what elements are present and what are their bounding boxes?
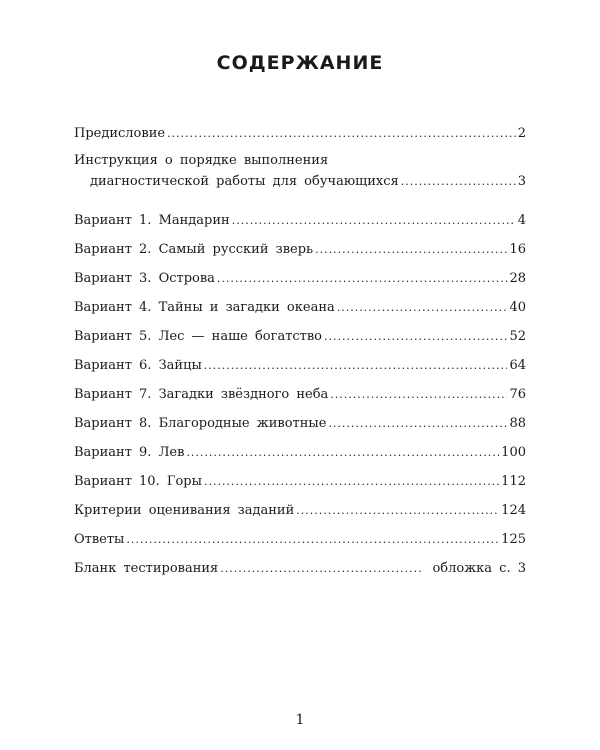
page-number: 1 [295, 712, 305, 728]
toc-entry-variant-4 [74, 293, 526, 322]
toc-entry-page: 40 [509, 300, 526, 315]
toc-entry-page: 2 [517, 126, 526, 141]
toc-entry-preface [74, 119, 526, 148]
toc-entry-page: 64 [509, 358, 526, 373]
toc-entry-title: Вариант 9. Лев [74, 445, 185, 460]
toc-entry-page: обложка с. 3 [432, 561, 526, 576]
toc-entry-variant-10 [74, 467, 526, 496]
toc-entry-page: 4 [517, 213, 526, 228]
dot-leader [204, 467, 499, 496]
toc-entry-page: 125 [501, 532, 526, 547]
toc-entry-title: Вариант 5. Лес — наше богатство [74, 329, 323, 344]
toc-entry-title: Предисловие [74, 126, 166, 141]
toc-entry-variant-6 [74, 351, 526, 380]
toc-entry-answer-sheet [74, 554, 526, 583]
toc-entry-title: Вариант 6. Зайцы [74, 358, 202, 373]
toc-entry-title: Вариант 1. Мандарин [74, 213, 230, 228]
toc-entry-instructions [74, 148, 526, 206]
toc-entry-variant-8 [74, 409, 526, 438]
dot-leader [328, 409, 507, 438]
page-title: СОДЕРЖАНИЕ [216, 52, 384, 74]
toc-entry-title: Вариант 3. Острова [74, 271, 215, 286]
dot-leader [217, 264, 508, 293]
dot-leader [204, 351, 508, 380]
toc-entry-page: 76 [509, 387, 526, 402]
toc-entry-title: Критерии оценивания заданий [74, 503, 295, 518]
toc-entry-title: Вариант 8. Благородные животные [74, 416, 327, 431]
toc-entry-variant-2 [74, 235, 526, 264]
toc-entry-page: 88 [509, 416, 526, 431]
toc-entry-page: 112 [501, 474, 526, 489]
dot-leader [324, 322, 507, 351]
dot-leader [330, 380, 507, 409]
toc-entry-criteria [74, 496, 526, 525]
toc-entry-title: Ответы [74, 532, 125, 547]
toc-entry-title: Вариант 2. Самый русский зверь [74, 242, 314, 257]
toc-entry-page: 3 [517, 174, 526, 189]
toc-entry-title: Вариант 4. Тайны и загадки океана [74, 300, 335, 315]
dot-leader [401, 171, 516, 193]
dot-leader [220, 554, 422, 583]
dot-leader [315, 235, 507, 264]
toc-entry-page: 124 [501, 503, 526, 518]
toc-entry-page: 100 [501, 445, 526, 460]
toc-entry-title: Вариант 7. Загадки звёздного неба [74, 387, 329, 402]
toc-entry-title: Вариант 10. Горы [74, 474, 202, 489]
toc-entry-variant-3 [74, 264, 526, 293]
dot-leader [296, 496, 499, 525]
toc-entry-title-line1: Инструкция о порядке выполнения [74, 153, 329, 168]
toc-entry-answers [74, 525, 526, 554]
toc-entry-page: 52 [509, 329, 526, 344]
toc-entry-page: 28 [509, 271, 526, 286]
dot-leader [186, 438, 499, 467]
toc-entry-variant-9 [74, 438, 526, 467]
toc-entry-title: Бланк тестирования [74, 561, 219, 576]
dot-leader [167, 119, 516, 148]
toc-entry-variant-1 [74, 206, 526, 235]
table-of-contents [74, 119, 526, 583]
dot-leader [126, 525, 499, 554]
toc-entry-variant-5 [74, 322, 526, 351]
dot-leader [337, 293, 508, 322]
dot-leader [232, 206, 516, 235]
toc-entry-page: 16 [509, 242, 526, 257]
toc-entry-title-line2: диагностической работы для обучающихся [90, 174, 399, 189]
toc-entry-variant-7 [74, 380, 526, 409]
